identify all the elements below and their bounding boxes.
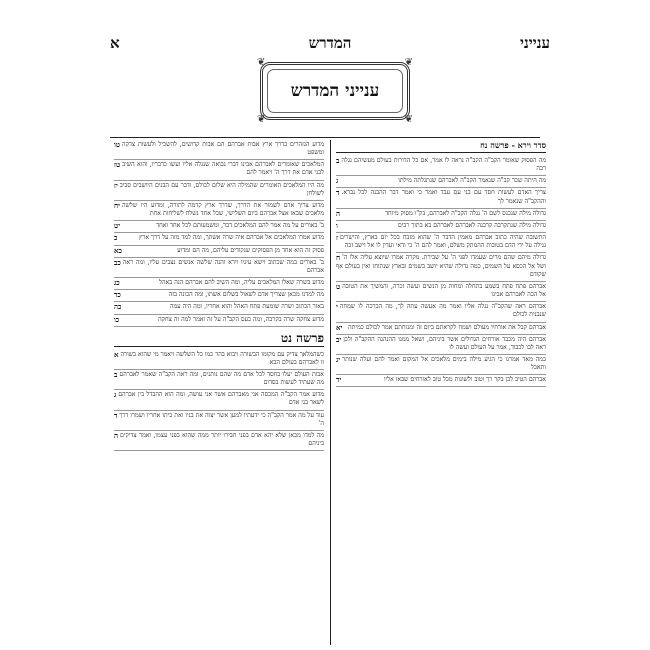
index-entry [114, 246, 324, 258]
index-entry [336, 375, 546, 387]
entry-ref: ד [114, 410, 118, 420]
entry-ref: יד [336, 375, 342, 385]
entry-ref: ד [336, 188, 340, 198]
entry-text: מדוע אמר הקב"ה המכסה אני מאברהם אשר אני עושה, ומה הוא ההבדל בין אברהם לשאר בני אדם [118, 391, 324, 407]
index-entry [336, 282, 546, 302]
entry-ref: יב [336, 334, 342, 344]
index-entry [114, 411, 324, 431]
index-entry [114, 431, 324, 451]
entry-ref: יט [114, 221, 121, 231]
entry-text: מדוע הנזהרים בדרך ארץ אבות אברהם הם אבות קדושים, להשכיל ולעשות צדקה ומשפט [122, 141, 324, 157]
entry-ref: כא [114, 245, 122, 255]
sub-heading: פרשה נט [114, 330, 324, 347]
left-entries-bottom [114, 350, 324, 452]
index-entry [114, 390, 324, 410]
index-entry [336, 156, 546, 176]
entry-ref: א [114, 349, 119, 359]
entry-text: אברהם היה מכבד אורחים הגדולים אשר ביניהם, ושאל ממנו ההנהגה ההקב"ה ולכן ראה לבו לכבוד, אמר על העולם ועשה לו [343, 335, 546, 351]
left-entries-top [114, 140, 324, 327]
entry-ref: כ [114, 233, 118, 243]
entry-text: אברהם פתח פתח בשמע בתחלה ומחות מן הנשים ועשה זכרה, והמשיך את הטובה אל הכה לאברהם אבינו [342, 282, 546, 299]
index-entry [114, 302, 324, 314]
index-entry [114, 201, 324, 221]
entry-text: מדוע צחקה שרה בקרבה, ומה כעס הקב"ה על זה ואמר למה זה צחקה [158, 315, 324, 323]
entry-ref: ח [336, 253, 341, 263]
entry-text: התשובה שהיה כתוב אברהם מאמין הדבר ה' שהוא מזבח בכל יום בארץ, והישרים נגילה על ידי הדם בטובות ההמתק משלם, ואמר להם ה' כי ודאי ועדין לו אל וישב זכה [339, 234, 546, 250]
index-entry [114, 221, 324, 233]
index-entry [336, 188, 546, 208]
entry-text: ב' באורים במה שכתוב וישא עיניו וירא והנה שלשה אנשים נצבים עליו, ומה ראה אברהם [122, 258, 324, 274]
entry-text: מה היתה שכר קב"ה שנאמר הקב"ה לאברהם שנתגלתה מילתו [398, 177, 546, 185]
index-entry [114, 258, 324, 278]
entry-ref: יא [336, 322, 343, 332]
entry-text: גדולה מיהם שהם מרים שעמדו לפני ה' על שבירת. מקרה אמרו שיוצא עליה אלו ה' ושל אל הכסא על השמים, כמה גדולה שהיא יושב בשמים ובארץ שנתוחו ואין בעולם אף שקודם [336, 254, 546, 278]
entry-ref: יח [114, 200, 120, 210]
entry-text: אברהם קבל את אורחיו מעולם ושמח לקראתם ביום זה ומנוחתם אמר לכולם כמיתה [348, 323, 546, 331]
ornament-icon: ❦ [257, 57, 266, 68]
entry-text: אברהם הטיב לבן בקר רך וטוב ולשונות מכל טוב לאורחים שבאו אליו [384, 376, 546, 384]
entry-ref: ו [336, 220, 338, 230]
entry-text: עוד על מה אמר הקב"ה כי ידעתיו למען אשר יצוה את בניו ואת ביתו אחריו ושמרו דרך ה' [119, 411, 324, 427]
entry-ref: יז [114, 180, 118, 190]
entry-ref: ה [114, 430, 119, 440]
entry-ref: ה [336, 208, 341, 218]
index-entry [336, 233, 546, 253]
running-head [110, 34, 550, 56]
index-entry [336, 335, 546, 355]
index-entry [336, 355, 546, 375]
entry-text: אבות העולם יעלו בחסד לכל אדם מה שהם נותנים, ומה ראה הקב"ה שאמר לאברהם מה שעתיד לעשות בסדום [119, 370, 324, 387]
index-entry [114, 370, 324, 390]
index-entry [336, 302, 546, 322]
right-column [336, 140, 546, 387]
index-entry [336, 253, 546, 281]
index-entry [114, 315, 324, 327]
entry-text: גדולה מילה שנכנס לשם ה' נגלה הקב"ה לאברהם, בק"ו מסוק מיוחד [385, 209, 546, 217]
entry-ref: יג [336, 354, 341, 364]
index-entry [114, 350, 324, 370]
entry-ref: ג [336, 176, 339, 186]
entry-ref: כו [114, 314, 120, 324]
entry-text: צריך האדם לעשות חסד עם בני עם עבד ואמר כי ואמר דבר ההבנה לכל נברא. וההקב"ה שנאמר לך [341, 189, 546, 205]
entry-ref: טו [114, 140, 121, 149]
entry-text: באור הכתוב ושרה שומעת פתח האהל והוא אחריו, ומה היה עמה [169, 303, 324, 311]
entry-text: כשהמלאך צדיק עם מקומו הבשורה ויבוא בהר כמו כל השלשה ויאמר מי שהוא בשורה זו לאברהם בעולם הבא [120, 350, 324, 366]
entry-text: כמה מאד אמרנו כי הגיע מילה בימים מלאכים אל המקום ואמר להם ועלה שנותר ותאכל [342, 355, 546, 372]
entry-ref: ג [114, 390, 117, 400]
index-entry [114, 233, 324, 245]
entry-text: מדוע צריך אדם לשמור את הדרך, שדרך ארץ קדמה לתורה, ומדוע היו שלשה מלאכים שבאו אצל אברהם ביום השלישי, שכל אחד נשלח לשליחות אחת [121, 201, 324, 218]
title-cartouche [257, 57, 413, 125]
entry-ref: כג [114, 278, 120, 288]
entry-ref: י [336, 302, 338, 312]
entry-text: גדולה מילה שנתקרבה קרבנה לאברהם לאברהם בא בתוך רבים [397, 221, 546, 229]
entry-ref: ז [336, 233, 338, 243]
index-entry [336, 209, 546, 221]
section-heading: סדר וירא - פרשה נח [336, 140, 546, 153]
entry-text: אברהם ראה שהקב"ה נגלה אליו ואמר מה אעשה עתה לך, מה הברכה לו שמחה שנבנית לכולם [339, 303, 546, 319]
entry-text: מדוע בשרה שאלו המלאכים עליה, ומה השיב להם אברהם הנה באהל [159, 279, 324, 287]
entry-text: מה הפסוק שאומר הקב"ה הקב"ה נראה לו אמר, אם כל הדורות בעולם מעשיהם נגלה רבה [341, 157, 546, 173]
index-entry [336, 221, 546, 233]
entry-text: מה למדנו מכאן שצריך אדם לשאול בשלום אשתו, ומה הכונה בזה [168, 291, 324, 299]
ornament-icon: ❦ [404, 57, 413, 68]
entry-text: מדוע אמרו המלאכים אל אברהם איה שרה אשתך, ומה למד מזה על דרך ארץ [139, 234, 324, 242]
entry-text: ב' באורים על מה אמר להם המלאכים דבר, ומשמעותם לכל אחד ואחד [156, 222, 324, 230]
entry-text: פסוק זה הוא אחד מן הפסוקים שנקודים עליהם, מה הם ומדוע [177, 246, 324, 254]
right-entries [336, 156, 546, 387]
page-title: ענייני המדרש [290, 81, 380, 101]
running-head-right: ענייני [519, 34, 550, 52]
index-entry [114, 160, 324, 180]
entry-ref: כד [114, 290, 121, 300]
index-entry [114, 181, 324, 201]
entry-ref: כב [114, 257, 121, 267]
running-head-title: המדרש [308, 34, 352, 52]
entry-ref: ב [336, 156, 340, 165]
entry-text: מה למדו מכאן שלא יהא אדם בפני חבירו יותר ממה שהוא בפני עצמו, ואמר צדיקים ביניהם [120, 431, 324, 448]
page-number: א [110, 34, 120, 52]
entry-ref: ט [336, 281, 341, 291]
entry-ref: ב [114, 369, 118, 379]
top-rule [110, 137, 540, 138]
ornament-icon: ❦ [257, 114, 266, 125]
index-entry [114, 290, 324, 302]
entry-ref: כה [114, 302, 122, 312]
index-entry [114, 140, 324, 160]
entry-text: מה היו המלאכים האומרים שהמילה היא שלום לכולם, ודבר עם הבנים היושבים סביב לשולחן [119, 181, 324, 197]
ornament-icon: ❦ [404, 114, 413, 125]
index-entry [114, 278, 324, 290]
index-entry [336, 176, 546, 188]
index-entry [336, 323, 546, 335]
column-divider [330, 140, 331, 645]
left-column [114, 140, 324, 451]
entry-text: המלאכים שאומרים לאברהם אבינו דברי נבואה שנגלה אליו ועשו כדבריו, והוא השיב לבני אדם את דרך ה' ויאמר להם [122, 161, 324, 177]
entry-ref: טז [114, 160, 121, 170]
